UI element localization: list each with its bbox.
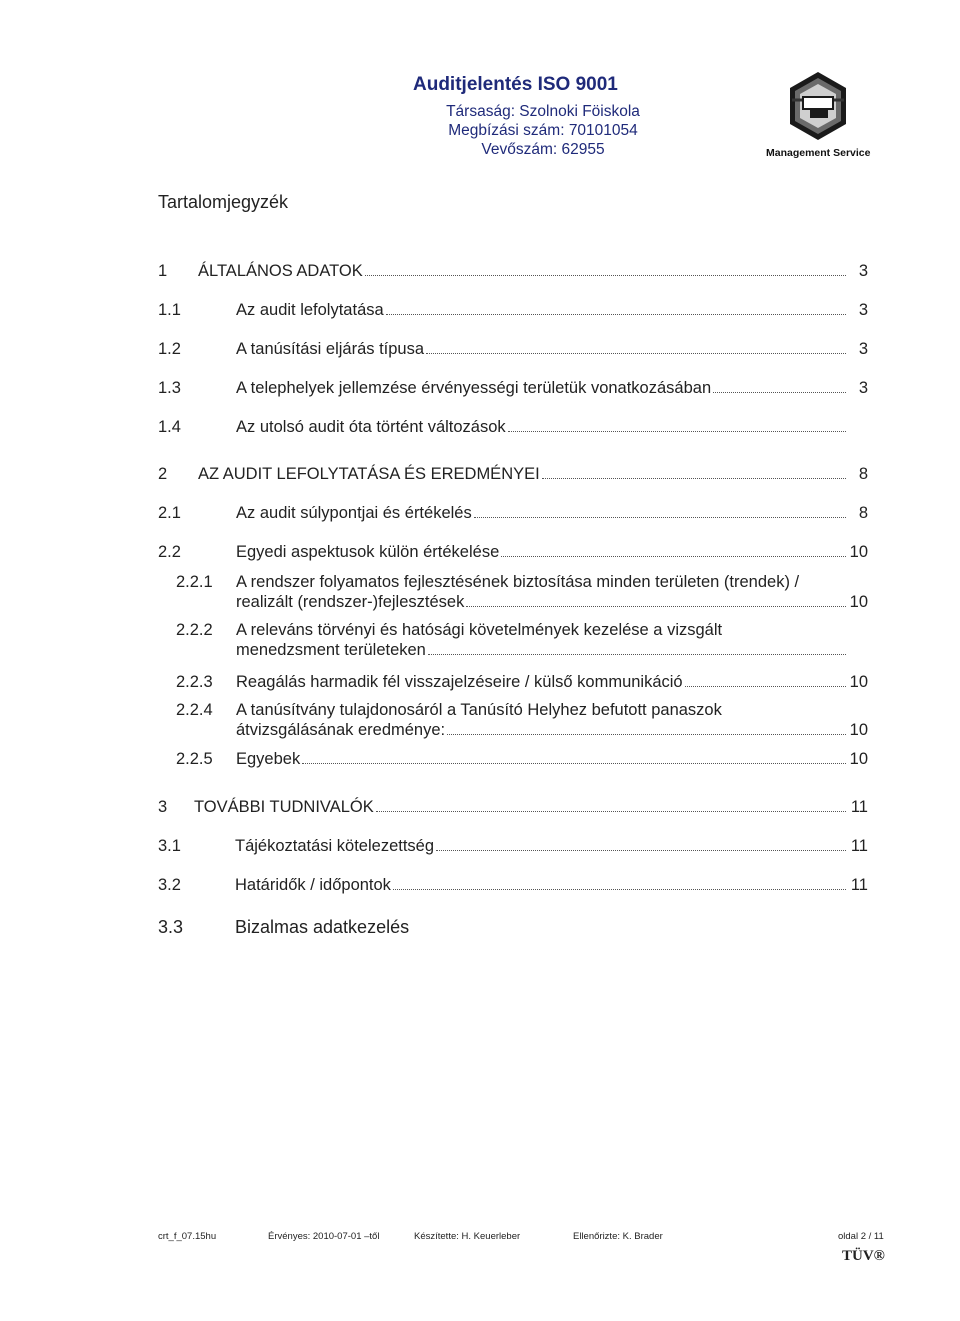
toc-entry[interactable] <box>0 465 960 489</box>
toc-entry[interactable] <box>0 837 960 861</box>
toc-number: 3 <box>158 798 168 816</box>
checker: Ellenőrizte: K. Brader <box>573 1231 663 1242</box>
toc-page: 8 <box>858 465 868 483</box>
toc-number: 1.4 <box>158 418 181 436</box>
toc-number: 1.1 <box>158 301 181 319</box>
toc-entry[interactable] <box>0 573 960 617</box>
toc-entry[interactable] <box>0 301 960 325</box>
toc-entry[interactable] <box>0 543 960 567</box>
toc-entry[interactable] <box>0 379 960 403</box>
valid-from: Érvényes: 2010-07-01 –től <box>268 1231 380 1242</box>
company-line: Társaság: Szolnoki Föiskola <box>446 103 640 120</box>
document-title: Auditjelentés ISO 9001 <box>413 74 618 95</box>
toc-title: TOVÁBBI TUDNIVALÓK <box>194 798 374 816</box>
toc-title: Egyebek <box>236 750 301 768</box>
toc-page: 8 <box>858 504 868 522</box>
toc-number: 2.2.1 <box>176 573 213 591</box>
toc-number: 1 <box>158 262 168 280</box>
toc-page: 10 <box>849 593 868 611</box>
toc-entry[interactable] <box>0 621 960 665</box>
toc-entry[interactable] <box>0 917 960 941</box>
toc-page: 3 <box>858 340 868 358</box>
toc-title: A tanúsítási eljárás típusa <box>236 340 425 358</box>
toc-title: realizált (rendszer-)fejlesztések <box>236 593 465 611</box>
toc-entry[interactable] <box>0 340 960 364</box>
mandate-number: Megbízási szám: 70101054 <box>448 122 638 139</box>
toc-entry[interactable] <box>0 750 960 774</box>
toc-number: 1.2 <box>158 340 181 358</box>
customer-number: Vevőszám: 62955 <box>481 141 605 158</box>
toc-page: 10 <box>849 543 868 561</box>
toc-entry[interactable] <box>0 262 960 286</box>
toc-number: 2.2 <box>158 543 181 561</box>
toc-entry[interactable] <box>0 876 960 900</box>
toc-title: A telephelyek jellemzése érvényességi területük vonatkozásában <box>236 379 712 397</box>
toc-number: 2.2.3 <box>176 673 213 691</box>
toc-number: 2.2.2 <box>176 621 213 639</box>
toc-number: 2.2.4 <box>176 701 213 719</box>
toc-entry[interactable] <box>0 504 960 528</box>
toc-title: Tájékoztatási kötelezettség <box>235 837 435 855</box>
toc-title: Bizalmas adatkezelés <box>235 917 410 937</box>
toc-entry[interactable] <box>0 418 960 442</box>
toc-title: Az audit lefolytatása <box>236 301 384 319</box>
tuv-brand-mark: TÜV® <box>842 1248 885 1264</box>
toc-page: 3 <box>858 301 868 319</box>
toc-heading: Tartalomjegyzék <box>158 192 289 212</box>
toc-page: 10 <box>849 750 868 768</box>
toc-page: 3 <box>858 262 868 280</box>
toc-title: menedzsment területeken <box>236 641 426 659</box>
author: Készítette: H. Keuerleber <box>414 1231 521 1242</box>
toc-title-line1: A releváns törvényi és hatósági követelmények kezelése a vizsgált <box>236 621 723 639</box>
toc-title: Az audit súlypontjai és értékelés <box>236 504 472 522</box>
toc-entry[interactable] <box>0 701 960 745</box>
toc-title-line1: A tanúsítvány tulajdonosáról a Tanúsító Helyhez befutott panaszok <box>236 701 722 719</box>
toc-title: Az utolsó audit óta történt változások <box>236 418 506 436</box>
toc-page: 10 <box>849 721 868 739</box>
page-number: oldal 2 / 11 <box>838 1231 884 1242</box>
toc-number: 3.3 <box>158 917 184 937</box>
toc-title: ÁLTALÁNOS ADATOK <box>198 262 363 280</box>
logo-caption: Management Service <box>766 147 871 159</box>
toc-number: 2.1 <box>158 504 181 522</box>
toc-title: Egyedi aspektusok külön értékelése <box>236 543 500 561</box>
toc-page: 11 <box>850 798 868 816</box>
toc-page: 11 <box>850 876 868 894</box>
toc-entry[interactable] <box>0 673 960 697</box>
toc-title-line1: A rendszer folyamatos fejlesztésének biztosítása minden területen (trendek) / <box>236 573 800 591</box>
tuv-sud-logo-icon <box>786 70 850 142</box>
toc-title: Határidők / időpontok <box>235 876 391 894</box>
toc-page: 3 <box>858 379 868 397</box>
toc-number: 2 <box>158 465 168 483</box>
toc-page: 11 <box>850 837 868 855</box>
toc-number: 3.2 <box>158 876 181 894</box>
toc-entry[interactable] <box>0 798 960 822</box>
form-code: crt_f_07.15hu <box>158 1231 217 1242</box>
toc-title: Reagálás harmadik fél visszajelzéseire / külső kommunikáció <box>236 673 683 691</box>
toc-title: átvizsgálásának eredménye: <box>236 721 446 739</box>
toc-number: 3.1 <box>158 837 181 855</box>
toc-number: 2.2.5 <box>176 750 213 768</box>
toc-title: AZ AUDIT LEFOLYTATÁSA ÉS EREDMÉNYEI <box>198 465 540 483</box>
toc-page: 10 <box>849 673 868 691</box>
toc-number: 1.3 <box>158 379 181 397</box>
